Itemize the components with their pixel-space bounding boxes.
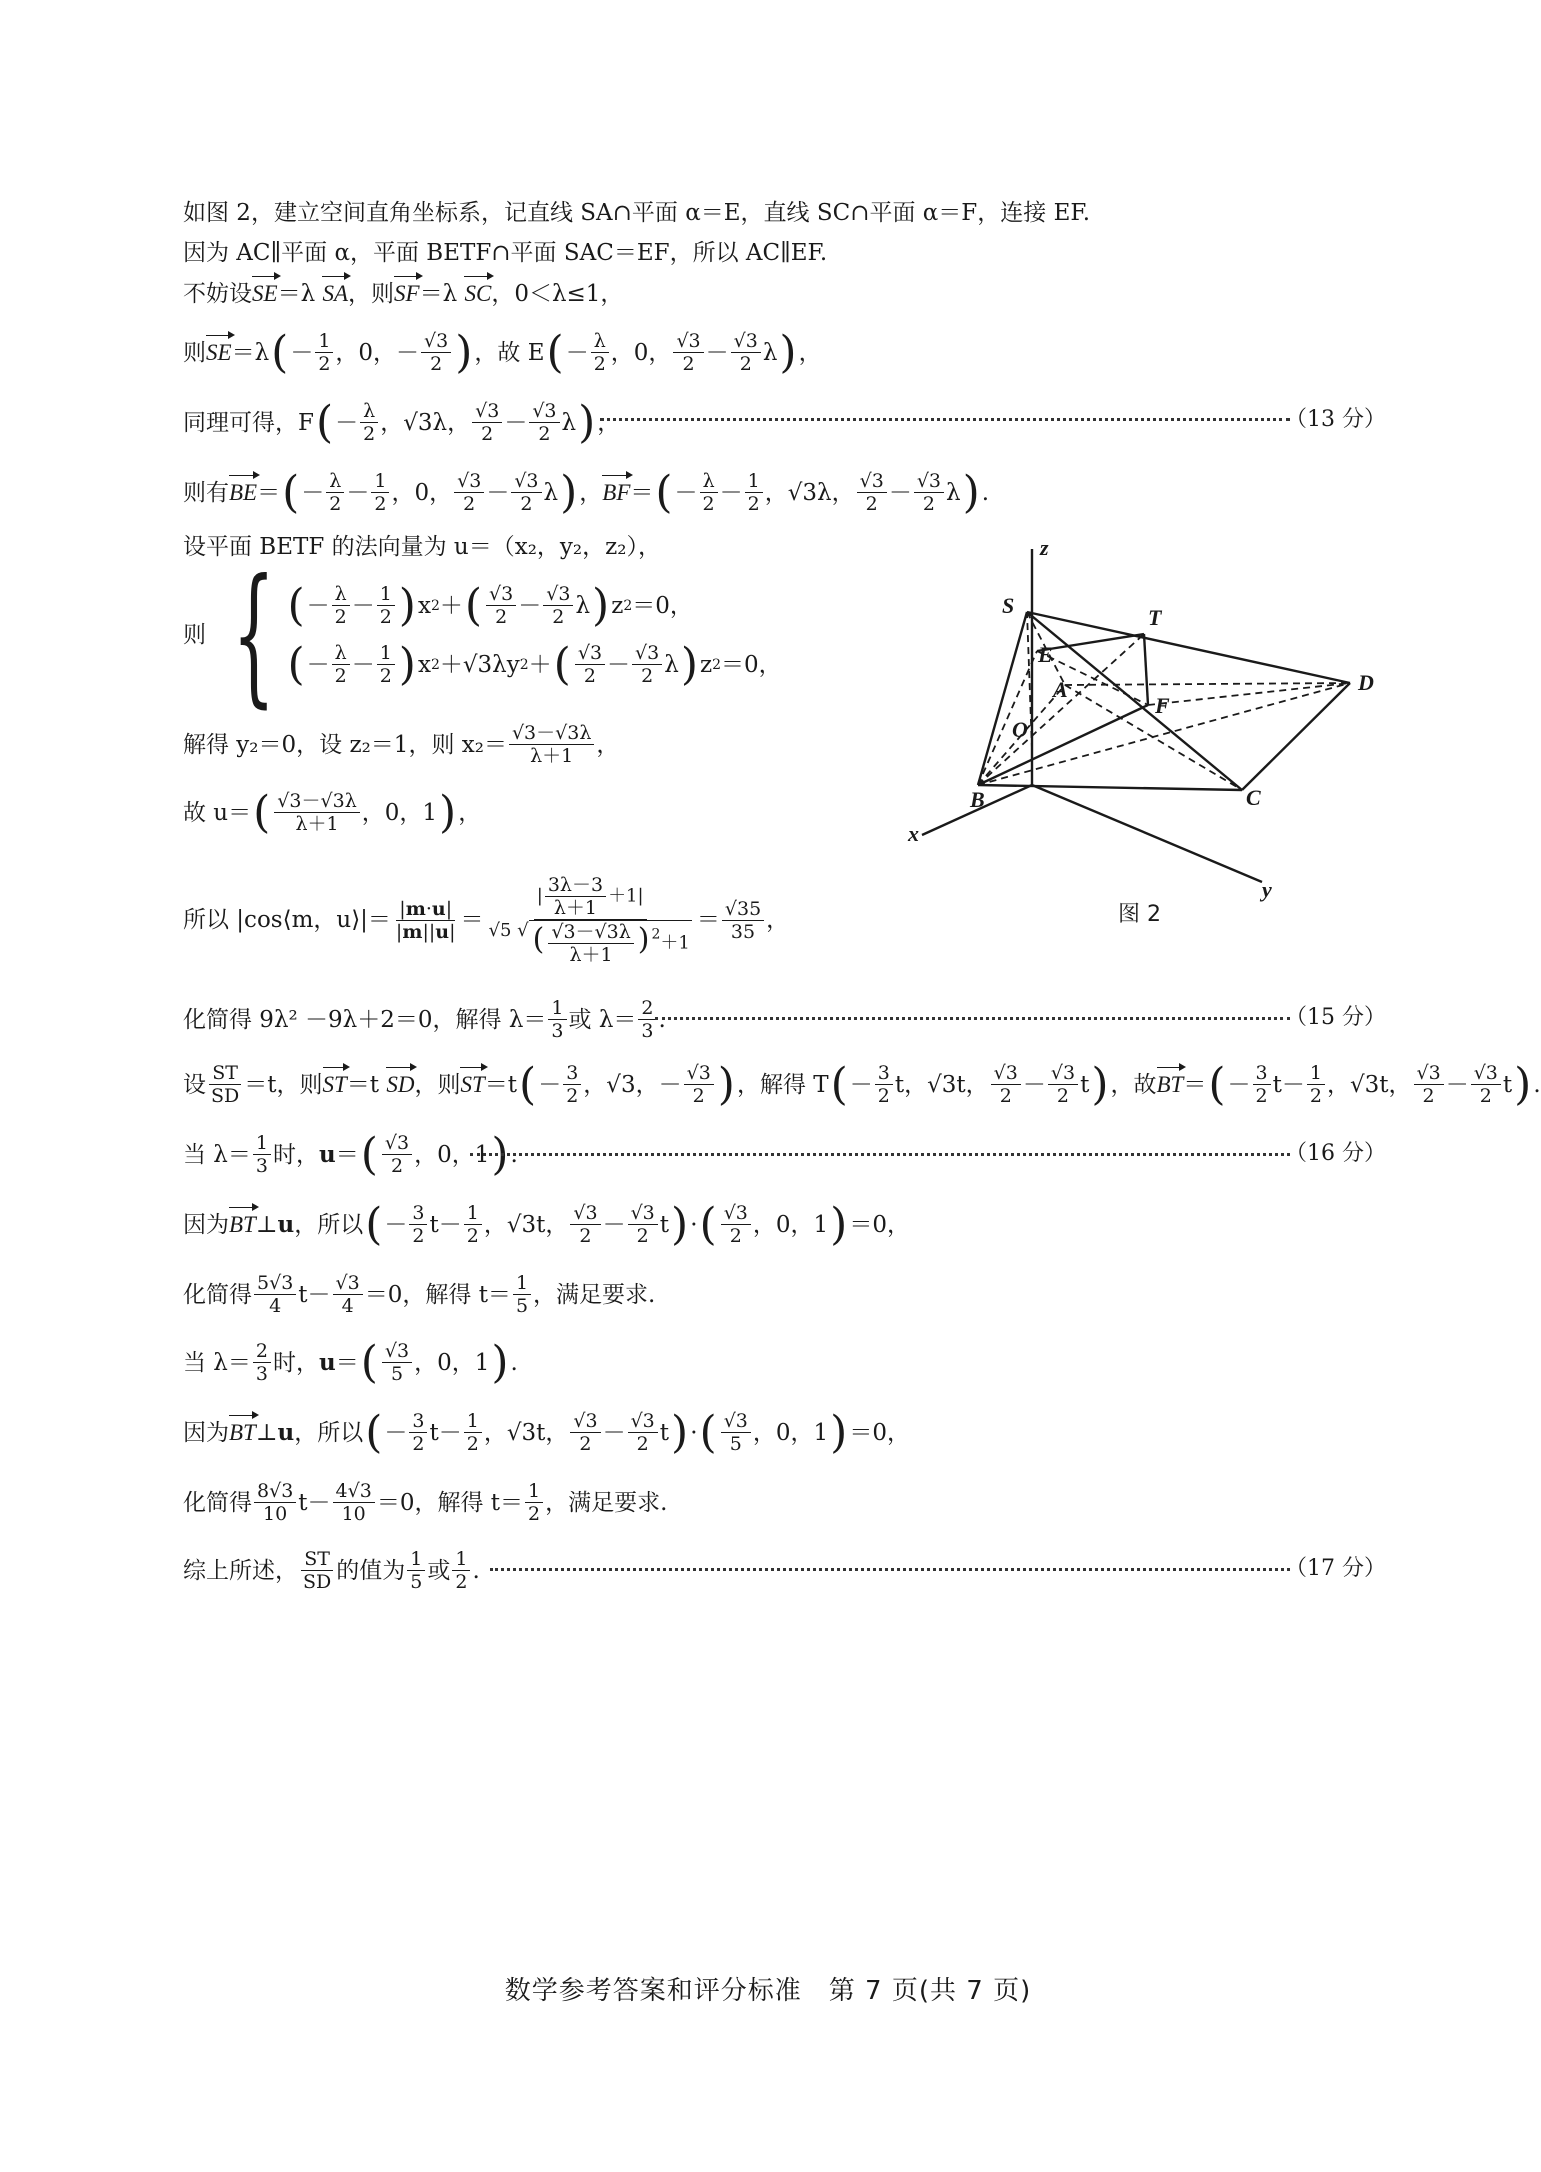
text: 不妨设 [183, 281, 252, 307]
label-B: B [970, 787, 985, 812]
text-line-12: 化简得 9λ² －9λ＋2＝0，解得 λ＝ $\frac{1}{3}$ 或 λ＝ $\frac{2}{3}$ . [183, 997, 666, 1042]
edge-SD [1027, 612, 1350, 683]
text: 所以 |cos⟨m，u⟩|＝ [183, 907, 391, 933]
text-line-10: 故 u＝ ( $\frac{√3-√3\lambda}{\lambda+1}$ ，0，1 ) ， [183, 786, 482, 838]
dashed-BE [978, 651, 1037, 785]
score-16: （16 分） [1285, 1141, 1386, 1166]
text-line-5: 同理可得，F ( － $\frac{\lambda}{2}$ ，√3λ， $\frac{√3}{2}$ － $\frac{√3}{2}$ λ ) ， [183, 396, 621, 448]
page-footer: 数学参考答案和评分标准 第 7 页(共 7 页) [504, 1976, 1032, 2006]
vector-SC: SC [464, 277, 491, 311]
text-line-19: 化简得 $\frac{8√3}{10}$ t－ $\frac{4√3}{10}$ ＝0，解得 t＝ $\frac{1}{2}$ ，满足要求. [183, 1480, 668, 1525]
label-F: F [1155, 693, 1170, 718]
vector-SF: SF [394, 277, 420, 311]
paragraph-text: 如图 2，建立空间直角坐标系，记直线 SA∩平面 α＝E，直线 SC∩平面 α＝F，连接 EF. [183, 200, 1091, 226]
text-line-9: 解得 y₂＝0，设 z₂＝1，则 x₂＝ $\frac{√3-√3\lambda}{\lambda+1}$ ， [183, 722, 620, 767]
dotted-leader [490, 1568, 1290, 1571]
label-T: T [1148, 605, 1162, 630]
equation-system [183, 548, 782, 722]
label-y: y [1262, 877, 1272, 902]
text: 化简得 9λ² －9λ＋2＝0，解得 λ＝ [183, 1006, 547, 1033]
vector-SE: SE [252, 277, 278, 311]
text: 同理可得，F [183, 409, 314, 436]
edge-SB [978, 612, 1027, 785]
text: 则有 [183, 479, 229, 506]
label-z: z [1040, 535, 1049, 560]
text: 当 λ＝ [183, 1349, 251, 1376]
text: 设 [183, 1071, 206, 1098]
system-rows: ( － $\frac{\lambda}{2}$ － $\frac{1}{2}$ ) x 2 ＋ ( $\frac{√3}{2}$ － $\frac{√3}{2}$ λ ) z 2 ＝0， ( － $\frac{\lambda}{2}$ － $\frac{1}{2}$ ) x 2 ＋√3λy 2 ＋ ( $\frac{√3}{2}$ － $\frac{√3}{2}$ λ ) z 2 ＝0， [287, 579, 782, 690]
text-line-4: 则 SE ＝λ ( － $\frac{1}{2}$ ，0，－ $\frac{√3}{2}$ ) ，故 E ( － $\frac{\lambda}{2}$ ，0， $\frac{√3}{2}$ － $\frac{√3}{2}$ λ ) ， [183, 326, 822, 378]
text-line-2 [183, 236, 827, 270]
text-line-3: 不妨设 SE ＝λ SA ，则 SF ＝λ SC ，0＜λ≤1， [183, 277, 623, 311]
y-axis [1032, 785, 1262, 882]
text: 因为 [183, 1419, 229, 1446]
label-D: D [1358, 670, 1374, 695]
text-line-15: 因为 BT ⊥ u ，所以 ( － $\frac{3}{2}$ t－ $\frac{1}{2}$ ，√3t， $\frac{√3}{2}$ － $\frac{√3}{2}$ t ) · ( $\frac{√3}{2}$ ，0，1 ) ＝0， [183, 1198, 910, 1250]
edge-CD [1242, 683, 1350, 790]
dotted-leader [470, 1153, 1290, 1156]
dotted-leader [655, 1017, 1290, 1020]
text: ，故 E [474, 339, 545, 366]
text: 综上所述， [183, 1557, 298, 1584]
label-x: x [908, 821, 919, 846]
dashed-FD [1148, 683, 1350, 705]
text: 解得 y₂＝0，设 z₂＝1，则 x₂＝ [183, 731, 507, 758]
score-15: （15 分） [1285, 1005, 1386, 1030]
text: 化简得 [183, 1281, 252, 1308]
dotted-leader [600, 418, 1290, 421]
edge-BC [978, 785, 1242, 790]
text-line-16: 化简得 $\frac{5√3}{4}$ t－ $\frac{√3}{4}$ ＝0，解得 t＝ $\frac{1}{5}$ ，满足要求. [183, 1272, 656, 1317]
text: 因为 [183, 1211, 229, 1238]
text: 故 u＝ [183, 799, 252, 826]
label-E: E [1038, 642, 1053, 667]
text-line-11: 所以 |cos⟨m，u⟩|＝ $\frac{|m\cdot u|}{|m||u|}$ ＝ | $\frac{3\lambda-3}{\lambda+1}$ ＋1| √5 √ ( $\frac{√3-√3\lambda}{\lambda+1}$ ) $^2$＋1 ＝ $\frac{√35}{35}$ ， [183, 874, 790, 966]
text: 当 λ＝ [183, 1141, 251, 1168]
label-A: A [1053, 677, 1068, 702]
paragraph-text: 因为 AC∥平面 α，平面 BETF∩平面 SAC＝EF，所以 AC∥EF. [183, 240, 828, 266]
edge-ET [1037, 634, 1144, 651]
score-17: （17 分） [1285, 1556, 1386, 1581]
text: 的值为 [336, 1557, 406, 1584]
text: 则 [183, 339, 206, 366]
text-line-13: 设 $\frac{ST}{SD}$ ＝t，则 ST ＝t SD ，则 ST ＝t ( － $\frac{3}{2}$ ，√3，－ $\frac{√3}{2}$ ) ，解得 T ( － $\frac{3}{2}$ t，√3t， $\frac{√3}{2}$ － $\frac{√3}{2}$ t ) ，故 BT ＝ ( － $\frac{3}{2}$ t－ $\frac{1}{2}$ ，√3t， $\frac{√3}{2}$ － $\frac{√3}{2}$ t ) . [183, 1058, 1541, 1110]
brace: { [232, 548, 276, 722]
edge-TF [1144, 634, 1148, 705]
text-line-14: 当 λ＝ $\frac{1}{3}$ 时， u ＝ ( $\frac{√3}{2}$ ，0，1 ) . [183, 1128, 518, 1180]
score-13: （13 分） [1285, 407, 1386, 432]
text: ＝0，解得 t＝ [376, 1489, 524, 1516]
text: ＝0，解得 t＝ [364, 1281, 511, 1308]
text: 或 [427, 1557, 451, 1584]
label-O: O [1012, 717, 1028, 742]
figure-caption: 图 2 [1118, 902, 1161, 927]
text: ，0＜λ≤1， [491, 281, 624, 307]
text: 设平面 BETF 的法向量为 u＝（x₂，y₂，z₂）， [183, 534, 661, 560]
text: ，满足要求. [545, 1489, 668, 1516]
text: ，满足要求. [533, 1281, 656, 1308]
figure-2-diagram [890, 525, 1410, 905]
label-S: S [1002, 593, 1015, 618]
label-C: C [1246, 785, 1261, 810]
text-line-20: 综上所述， $\frac{ST}{SD}$ 的值为 $\frac{1}{5}$ 或 $\frac{1}{2}$ . [183, 1548, 480, 1593]
vector-SA: SA [322, 277, 348, 311]
text-line-18: 因为 BT ⊥ u ，所以 ( － $\frac{3}{2}$ t－ $\frac{1}{2}$ ，√3t， $\frac{√3}{2}$ － $\frac{√3}{2}$ t ) · ( $\frac{√3}{5}$ ，0，1 ) ＝0， [183, 1406, 910, 1458]
text-line-1 [183, 196, 1090, 230]
text: 化简得 [183, 1489, 252, 1516]
text-line-17: 当 λ＝ $\frac{2}{3}$ 时， u ＝ ( $\frac{√3}{5}$ ，0，1 ) . [183, 1336, 518, 1388]
text-line-6: 则有 BE ＝ ( － $\frac{\lambda}{2}$ － $\frac{1}{2}$ ，0， $\frac{√3}{2}$ － $\frac{√3}{2}$ λ ) ， BF ＝ ( － $\frac{\lambda}{2}$ － $\frac{1}{2}$ ，√3λ， $\frac{√3}{2}$ － $\frac{√3}{2}$ λ ) . [183, 466, 990, 518]
text: 则 [183, 622, 206, 648]
